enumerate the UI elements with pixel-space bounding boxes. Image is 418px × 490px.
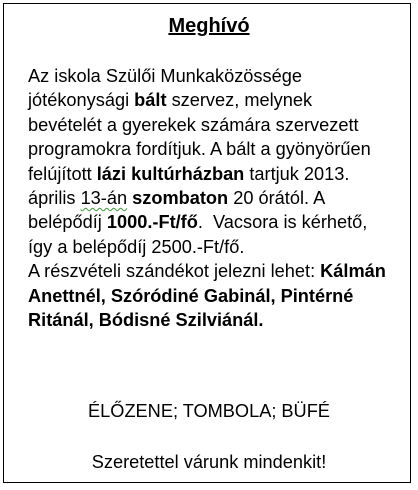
body-line-4: programokra fordítjuk. A bált a gyönyörűen	[28, 139, 371, 160]
body-line-3: bevételét a gyerekek számára szervezett	[28, 114, 359, 135]
body-line-7: belépődíj 1000.-Ft/fő. Vacsora is kérhető,	[28, 212, 368, 233]
invitation-title: Meghívó	[168, 15, 250, 37]
body-line-1: Az iskola Szülői Munkaközössége	[28, 66, 302, 86]
body-line-9: A részvételi szándékot jelezni lehet: Kálmán	[28, 261, 386, 282]
body-line-2: jótékonysági bált szervez, melynek	[28, 90, 313, 111]
body-line-10: Anettnél, Szóródiné Gabinál, Pintérné	[28, 285, 354, 306]
body-line-5: felújított lázi kultúrházban tartjuk 2013.	[28, 163, 350, 184]
venue-highlight: lázi kultúrházban	[96, 163, 245, 184]
contact-name-1: Kálmán	[320, 261, 386, 282]
ball-highlight: bált	[134, 90, 167, 111]
closing-line: Szeretettel várunk mindenkit!	[91, 452, 327, 472]
program-extras: ÉLŐZENE; TOMBOLA; BÜFÉ	[88, 401, 330, 421]
body-line-8: így a belépődíj 2500.-Ft/fő.	[28, 236, 245, 257]
body-line-11: Ritánál, Bódisné Szilviánál.	[28, 310, 264, 331]
body-line-6: április 13-án szombaton 20 órától. A	[28, 188, 326, 209]
invitation-body	[28, 64, 400, 332]
ticket-price-highlight: 1000.-Ft/fő	[106, 212, 198, 233]
weekday-highlight: szombaton	[132, 188, 229, 209]
date-day: 13-án	[80, 188, 128, 209]
